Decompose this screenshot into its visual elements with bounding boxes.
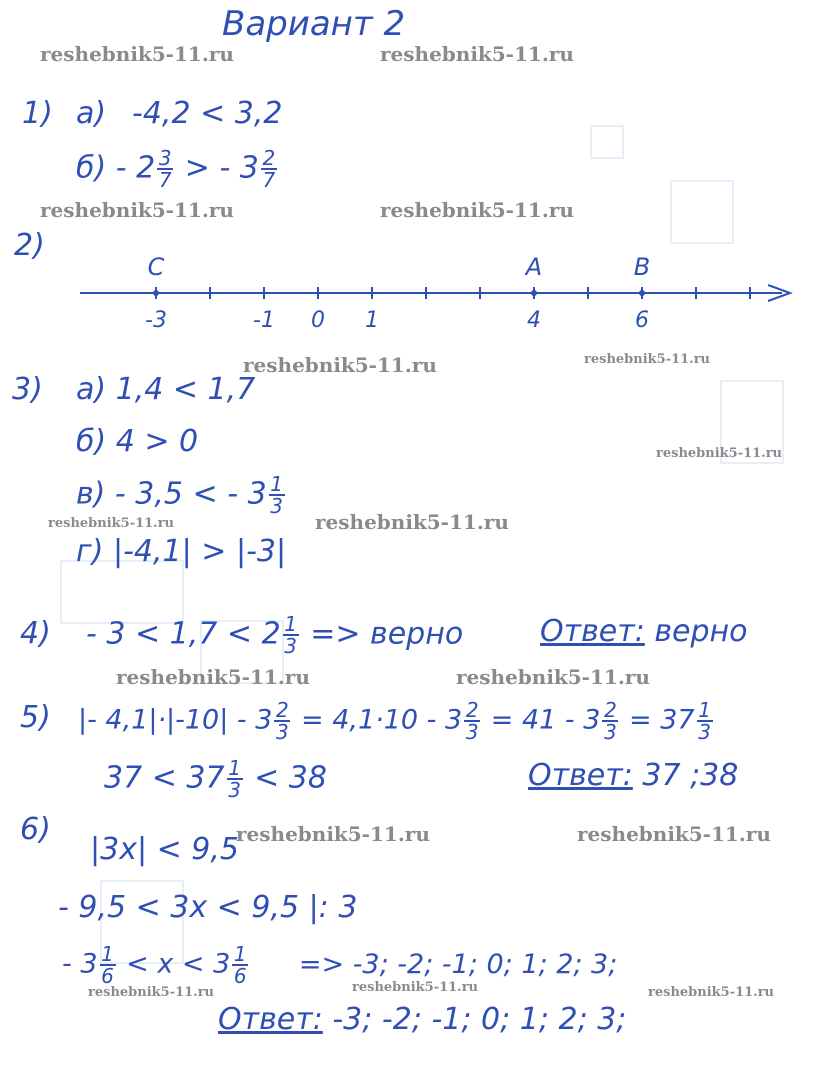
watermark: reshebnik5-11.ru (380, 198, 574, 222)
denominator: 3 (228, 778, 241, 802)
watermark: reshebnik5-11.ru (236, 822, 430, 846)
watermark: reshebnik5-11.ru (243, 353, 437, 377)
number-line-tick-label: 1 (365, 308, 379, 333)
task3-b: б) 4 > 0 (76, 424, 199, 459)
watermark: reshebnik5-11.ru (656, 446, 783, 461)
task5-text: = 41 - 3 (490, 704, 601, 736)
fraction (157, 148, 173, 190)
denominator: 3 (284, 634, 298, 658)
answer-value: верно (654, 614, 748, 649)
task4-conclusion: => верно (310, 616, 464, 652)
task1-a-expression: -4,2 < 3,2 (132, 96, 283, 131)
task5-text: |- 4,1|·|-10| - 3 (78, 704, 273, 736)
watermark: reshebnik5-11.ru (88, 985, 215, 1000)
numerator: 1 (698, 698, 711, 722)
task6-text: < x < 3 (126, 948, 231, 980)
denominator: 6 (233, 964, 247, 988)
task5-number: 5) (20, 700, 51, 735)
watermark: reshebnik5-11.ru (315, 510, 509, 534)
numerator: 3 (158, 146, 172, 170)
numerator: 2 (604, 698, 617, 722)
page-title: Вариант 2 (222, 4, 406, 44)
fraction (261, 148, 277, 190)
task6-text: => -3; -2; -1; 0; 1; 2; 3; (298, 948, 618, 980)
numerator: 1 (228, 756, 241, 780)
watermark: reshebnik5-11.ru (352, 980, 479, 995)
numerator: 2 (276, 698, 289, 722)
task1-b-whole: - 2 (115, 150, 156, 186)
watermark: reshebnik5-11.ru (40, 198, 234, 222)
fraction (602, 700, 618, 742)
task1-a-label: а) (76, 96, 107, 131)
number-line-point (531, 290, 537, 296)
task6-text: - 3 (62, 948, 98, 980)
task1-b-expression (76, 148, 279, 190)
number-line-tick-label: 0 (311, 308, 325, 333)
task6-line3 (62, 944, 617, 986)
denominator: 3 (465, 720, 479, 744)
denominator: 6 (101, 964, 114, 988)
numerator: 1 (233, 942, 247, 966)
number-line-tick-label: -1 (253, 308, 275, 333)
task4-expression (86, 614, 463, 656)
grid-fragment (590, 125, 624, 159)
task1-b-label: б) (76, 150, 107, 186)
denominator: 7 (262, 168, 276, 192)
number-line-point (639, 290, 645, 296)
grid-fragment (670, 180, 734, 244)
task4-answer (540, 614, 748, 649)
number-line-tick-label: 4 (527, 308, 541, 333)
task4-number: 4) (20, 616, 51, 651)
task1-b-op: > - 3 (184, 150, 259, 186)
task5-text: = 37 (629, 704, 695, 736)
answer-label: Ответ: (540, 614, 645, 649)
task3-number: 3) (12, 372, 43, 407)
numerator: 1 (284, 612, 298, 636)
answer-value: 37 ;38 (642, 758, 739, 793)
watermark: reshebnik5-11.ru (456, 665, 650, 689)
fraction (232, 944, 248, 986)
answer-label: Ответ: (218, 1002, 323, 1037)
watermark: reshebnik5-11.ru (48, 516, 175, 531)
number-line-tick-label: 6 (635, 308, 649, 333)
task6-answer (218, 1002, 626, 1037)
number-line-point-name: C (147, 253, 165, 281)
task3-g: г) |-4,1| > |-3| (76, 534, 287, 569)
numerator: 1 (270, 472, 284, 496)
fraction (269, 474, 285, 516)
watermark: reshebnik5-11.ru (648, 985, 775, 1000)
denominator: 3 (276, 720, 289, 744)
number-line-point-name: B (633, 253, 651, 281)
watermark: reshebnik5-11.ru (380, 42, 574, 66)
task2-number: 2) (14, 228, 45, 263)
task6-number: 6) (20, 812, 51, 847)
task3-a: а) 1,4 < 1,7 (76, 372, 256, 407)
answer-value: -3; -2; -1; 0; 1; 2; 3; (332, 1002, 627, 1037)
denominator: 3 (698, 720, 711, 744)
numerator: 1 (101, 942, 114, 966)
denominator: 3 (270, 494, 284, 518)
task4-expr-text: - 3 < 1,7 < 2 (86, 616, 281, 652)
task5-line1 (78, 700, 715, 742)
watermark: reshebnik5-11.ru (577, 822, 771, 846)
fraction (100, 944, 116, 986)
task6-line1: |3x| < 9,5 (90, 832, 239, 867)
task5-text: 37 < 37 (104, 760, 225, 796)
task5-line2 (104, 758, 327, 800)
denominator: 7 (158, 168, 172, 192)
fraction (274, 700, 290, 742)
task1-number: 1) (22, 96, 53, 131)
watermark: reshebnik5-11.ru (584, 352, 711, 367)
fraction (227, 758, 243, 800)
fraction (464, 700, 480, 742)
watermark: reshebnik5-11.ru (116, 665, 310, 689)
number-line-point (153, 290, 159, 296)
fraction (697, 700, 713, 742)
answer-label: Ответ: (528, 758, 633, 793)
task3-v-text: в) - 3,5 < - 3 (76, 476, 267, 512)
task5-text: = 4,1·10 - 3 (301, 704, 463, 736)
denominator: 3 (604, 720, 617, 744)
number-line-tick-label: -3 (145, 308, 167, 333)
task5-text: < 38 (254, 760, 327, 796)
numerator: 2 (465, 698, 479, 722)
task6-line2: - 9,5 < 3x < 9,5 |: 3 (58, 890, 358, 925)
numerator: 2 (262, 146, 276, 170)
fraction (283, 614, 299, 656)
watermark: reshebnik5-11.ru (40, 42, 234, 66)
number-line-point-name: A (525, 253, 543, 281)
task3-v (76, 474, 287, 516)
number-line (0, 245, 831, 345)
task5-answer (528, 758, 738, 793)
